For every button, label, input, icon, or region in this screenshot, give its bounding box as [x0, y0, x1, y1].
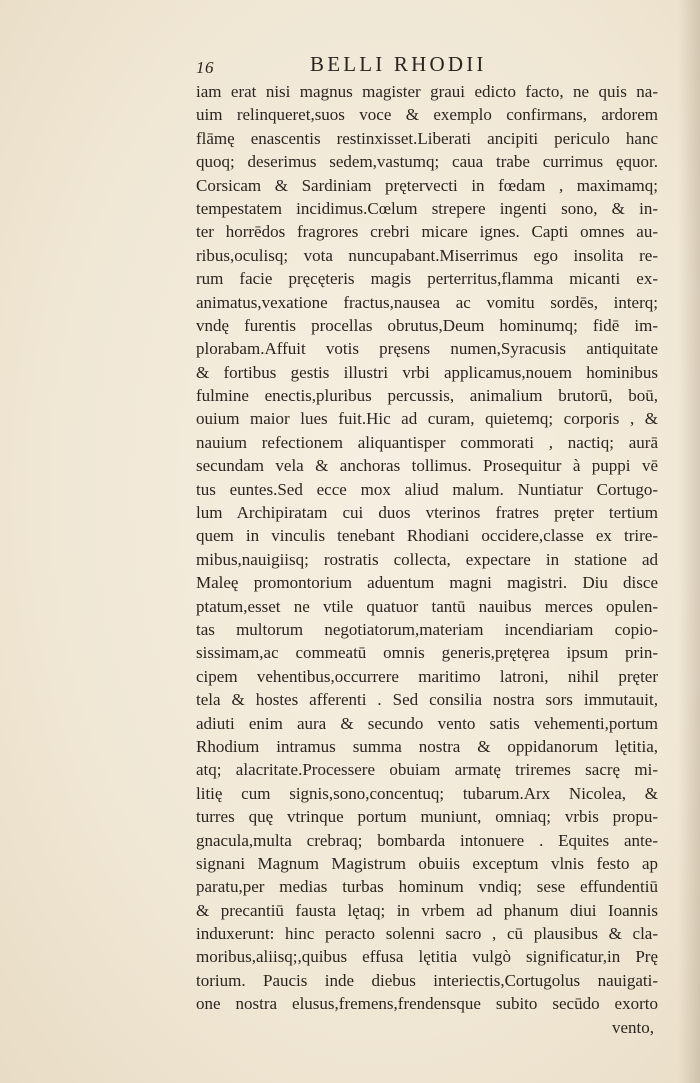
text-line: tempestatem incidimus.Cœlum strepere ingenti sono, & in-: [196, 198, 658, 218]
text-line: secundam vela & anchoras tollimus. Prosequitur à puppi vē: [196, 456, 658, 476]
text-line: plorabam.Affuit votis pręsens numen,Syracusis antiquitate: [196, 339, 658, 359]
text-line: tas multorum negotiatorum,materiam incendiariam copio-: [196, 619, 658, 639]
text-line: ter horrēdos fragrores crebri micare ignes. Capti omnes au-: [196, 222, 658, 242]
text-line: tus euntes.Sed ecce mox aliud malum. Nuntiatur Cortugo-: [196, 479, 658, 499]
text-line: sissimam,ac commeatū omnis generis,prętęrea ipsum prin-: [196, 643, 658, 663]
text-line: atq; alacritate.Processere obuiam armatę triremes sacrę mi-: [196, 760, 658, 780]
text-line: adiuti enim aura & secundo vento satis vehementi,portum: [196, 713, 658, 733]
text-line: nauium refectionem aliquantisper commorati , nactiq; aurā: [196, 432, 658, 452]
text-line: one nostra elusus,fremens,frendensque subito secūdo exorto: [196, 994, 658, 1014]
text-line: paratu,per medias turbas hominum vndiq; sese effundentiū: [196, 877, 658, 897]
catchword: vento,: [611, 1017, 654, 1037]
text-line: Maleę promontorium aduentum magni magistri. Diu disce: [196, 573, 658, 593]
text-line: uim relinqueret,suos voce & exemplo confirmans, ardorem: [196, 105, 658, 125]
text-line: rum facie pręcęteris magis perterritus,flamma micanti ex-: [196, 269, 658, 289]
body-text: [196, 80, 658, 1039]
text-line: & precantiū fausta lętaq; in vrbem ad phanum diui Ioannis: [196, 900, 658, 920]
text-line: flāmę enascentis restinxisset.Liberati ancipiti periculo hanc: [196, 128, 658, 148]
text-line: litię cum signis,sono,concentuq; tubarum.Arx Nicolea, &: [196, 783, 658, 803]
text-line: & fortibus gestis illustri vrbi applicamus,nouem hominibus: [196, 362, 658, 382]
text-line: Rhodium intramus summa nostra & oppidanorum lętitia,: [196, 736, 658, 756]
text-line: Corsicam & Sardiniam prętervecti in fœdam , maximamq;: [196, 175, 658, 195]
page-number: 16: [196, 58, 214, 77]
text-line: quem in vinculis tenebant Rhodiani occidere,classe ex trire-: [196, 526, 658, 546]
text-line: vndę furentis procellas obrutus,Deum hominumq; fidē im-: [196, 315, 658, 335]
text-line: ribus,oculisq; vota nuncupabant.Miserrimus ego insolita re-: [196, 245, 658, 265]
text-line: mibus,nauigiisq; rostratis collecta, expectare in statione ad: [196, 549, 658, 569]
page-header: [196, 52, 658, 82]
text-line: ouium maior lues fuit.Hic ad curam, quietemq; corporis , &: [196, 409, 658, 429]
text-line: turres quę vtrinque portum muniunt, omniaq; vrbis propu-: [196, 807, 658, 827]
text-line: fulmine enectis,pluribus percussis, animalium brutorū, boū,: [196, 386, 658, 406]
text-line: animatus,vexatione fractus,nausea ac vomitu sordēs, interq;: [196, 292, 658, 312]
text-line: signani Magnum Magistrum obuiis exceptum vlnis festo ap: [196, 853, 658, 873]
text-line: moribus,aliisq;,quibus effusa lętitia vulgò significatur,in Prę: [196, 947, 658, 967]
text-line: ptatum,esset ne vtile quatuor tantū nauibus merces opulen-: [196, 596, 658, 616]
text-line: torium. Paucis inde diebus interiectis,Cortugolus nauigati-: [196, 970, 658, 990]
text-line: tela & hostes afferenti . Sed consilia nostra sors immutauit,: [196, 690, 658, 710]
text-line: iam erat nisi magnus magister graui edicto facto, ne quis na-: [196, 82, 658, 101]
text-line: lum Archipiratam cui duos vterinos fratres pręter tertium: [196, 503, 658, 523]
text-line: gnacula,multa crebraq; bombarda intonuere . Equites ante-: [196, 830, 658, 850]
running-title: BELLI RHODII: [310, 52, 487, 76]
text-line: cipem vehentibus,occurrere maritimo latroni, nihil pręter: [196, 666, 658, 686]
text-line: induxerunt: hinc peracto solenni sacro , cū plausibus & cla-: [196, 924, 658, 944]
page-edge-shadow: [678, 0, 700, 1083]
text-line: quoq; deserimus sedem,vastumq; caua trabe currimus ęquor.: [196, 152, 658, 172]
